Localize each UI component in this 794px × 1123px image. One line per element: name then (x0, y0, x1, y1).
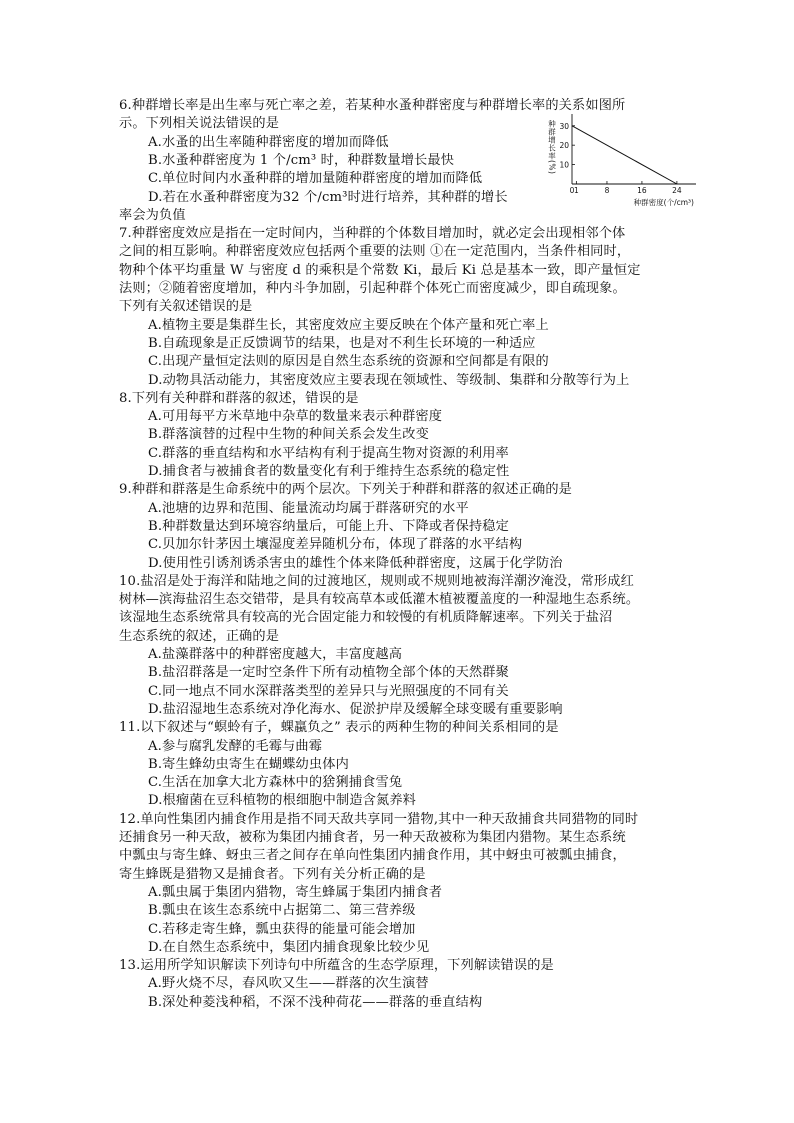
question-stem-line: 中瓢虫与寄生蜂、蚜虫三者之间存在单向性集团内捕食作用，其中蚜虫可被瓢虫捕食， (119, 848, 626, 864)
answer-option: C.出现产量恒定法则的原因是自然生态系统的资源和空间都是有限的 (148, 354, 549, 370)
answer-option: D.在自然生态系统中，集团内捕食现象比较少见 (148, 939, 430, 955)
question-stem-line: 7.种群密度效应是指在一定时间内，当种群的个体数目增加时，就必定会出现相邻个体 (119, 226, 626, 242)
answer-option: A.盐藻群落中的种群密度越大，丰富度越高 (148, 647, 403, 662)
answer-option: B.深处种菱浅种稻，不深不浅种荷花——群落的垂直结构 (148, 994, 483, 1010)
y-tick-label: 30 (559, 121, 569, 131)
answer-option: B.寄生蜂幼虫寄生在蝴蝶幼虫体内 (148, 756, 349, 772)
answer-option: C.群落的垂直结构和水平结构有利于提高生物对资源的利用率 (148, 445, 509, 461)
question-stem-line: 13.运用所学知识解读下列诗句中所蕴含的生态学原理，下列解读错误的是 (119, 958, 554, 974)
question-stem-line: 该湿地生态系统常具有较高的光合固定能力和较慢的有机质降解速率。下列关于盐沼 (119, 610, 613, 626)
population-density-chart (540, 112, 700, 212)
answer-option: B.瓢虫在该生态系统中占据第二、第三营养级 (148, 903, 416, 919)
answer-option: A.可用每平方米草地中杂草的数量来表示种群密度 (148, 409, 443, 425)
question-stem-line: 下列有关叙述错误的是 (119, 299, 253, 315)
answer-option: C.单位时间内水蚤种群的增加量随种群密度的增加而降低 (148, 171, 483, 187)
chart-svg (540, 112, 700, 212)
question-stem-line: 6.种群增长率是出生率与死亡率之差，若某种水蚤种群密度与种群增长率的关系如图所 (119, 98, 626, 113)
answer-option: C.生活在加拿大北方森林中的猞猁捕食雪兔 (148, 775, 403, 791)
answer-option: B.自疏现象是正反馈调节的结果，也是对不利生长环境的一种适应 (148, 335, 536, 351)
answer-option: B.盐沼群落是一定时空条件下所有动植物全部个体的天然群聚 (148, 665, 509, 681)
answer-option: B.群落演替的过程中生物的种间关系会发生改变 (148, 427, 429, 443)
x-tick-label: 8 (604, 186, 610, 195)
question-stem-line: 物种个体平均重量 W 与密度 d 的乘积是个常数 Ki，最后 Ki 总是基本一致，即产量恒定 (119, 262, 641, 278)
question-stem-line: 示。下列相关说法错误的是 (119, 116, 280, 132)
answer-option: A.植物主要是集群生长，其密度效应主要反映在个体产量和死亡率上 (148, 317, 549, 333)
answer-option: D.根瘤菌在豆科植物的根细胞中制造含氮养料 (148, 793, 417, 809)
y-axis-label: 种群增长率(%) (547, 120, 557, 175)
answer-option: D.动物具活动能力，其密度效应主要表现在领域性、等级制、集群和分散等行为上 (148, 372, 630, 388)
answer-option: D.若在水蚤种群密度为32 个/cm³时进行培养，其种群的增长 (148, 189, 508, 205)
question-stem-line: 树林—滨海盐沼生态交错带，是具有较高草本或低灌木植被覆盖度的一种湿地生态系统。 (119, 592, 640, 608)
answer-option: D.捕食者与被捕食者的数量变化有利于维持生态系统的稳定性 (148, 464, 510, 479)
question-stem-line: 11.以下叙述与“螟蛉有子，蜾蠃负之” 表示的两种生物的种间关系相同的是 (119, 720, 559, 736)
answer-option: A.参与腐乳发酵的毛霉与曲霉 (148, 738, 323, 754)
x-tick-label: 16 (637, 186, 647, 195)
answer-option: A.池塘的边界和范围、能量流动均属于群落研究的水平 (148, 500, 469, 516)
answer-option: D.盐沼湿地生态系统对净化海水、促淤护岸及缓解全球变暖有重要影响 (148, 701, 563, 717)
answer-option: B.种群数量达到环境容纳量后，可能上升、下降或者保持稳定 (148, 518, 509, 534)
answer-option: B.水蚤种群密度为 1 个/cm³ 时，种群数量增长最快 (148, 152, 455, 168)
question-stem-line: 生态系统的叙述，正确的是 (119, 628, 280, 644)
answer-option: C.同一地点不同水深群落类型的差异只与光照强度的不同有关 (148, 683, 509, 699)
y-tick-label: 20 (559, 141, 569, 151)
question-stem-line: 12.单向性集团内捕食作用是指不同天敌共享同一猎物,其中一种天敌捕食共同猎物的同时 (119, 811, 639, 827)
answer-option: D.使用性引诱剂诱杀害虫的雄性个体来降低种群密度，这属于化学防治 (148, 555, 563, 571)
x-tick-label: 0 (569, 186, 575, 195)
question-stem-line: 法则；②随着密度增加，种内斗争加剧，引起种群个体死亡而密度减少，即自疏现象。 (119, 281, 626, 296)
question-stem-line: 之间的相互影响。种群密度效应包括两个重要的法则 ①在一定范围内，当条件相同时， (119, 244, 631, 260)
answer-option: A.瓢虫属于集团内猎物，寄生蜂属于集团内捕食者 (148, 884, 443, 900)
growth-rate-line (572, 126, 677, 184)
x-tick-label: 1 (573, 186, 579, 195)
question-stem-line: 10.盐沼是处于海洋和陆地之间的过渡地区，规则或不规则地被海洋潮汐淹没，常形成红 (119, 573, 634, 589)
y-tick-label: 10 (559, 160, 569, 170)
answer-option: C.贝加尔针茅因土壤湿度差异随机分布，体现了群落的水平结构 (148, 537, 523, 553)
answer-option: A.野火烧不尽，春风吹又生——群落的次生演替 (148, 976, 429, 992)
question-stem-line: 还捕食另一种天敌，被称为集团内捕食者，另一种天敌被称为集团内猎物。某生态系统 (119, 830, 626, 845)
x-axis-label: 种群密度(个/cm³) (633, 198, 694, 207)
question-stem-line: 8.下列有关种群和群落的叙述，错误的是 (119, 390, 359, 406)
answer-option: C.若移走寄生蜂，瓢虫获得的能量可能会增加 (148, 921, 416, 937)
question-stem-line: 寄生蜂既是猎物又是捕食者。下列有关分析正确的是 (119, 866, 426, 882)
answer-option: A.水蚤的出生率随种群密度的增加而降低 (148, 134, 389, 150)
question-stem-line: 率会为负值 (119, 207, 186, 223)
x-tick-label: 24 (672, 186, 682, 195)
question-stem-line: 9.种群和群落是生命系统中的两个层次。下列关于种群和群落的叙述正确的是 (119, 482, 573, 498)
